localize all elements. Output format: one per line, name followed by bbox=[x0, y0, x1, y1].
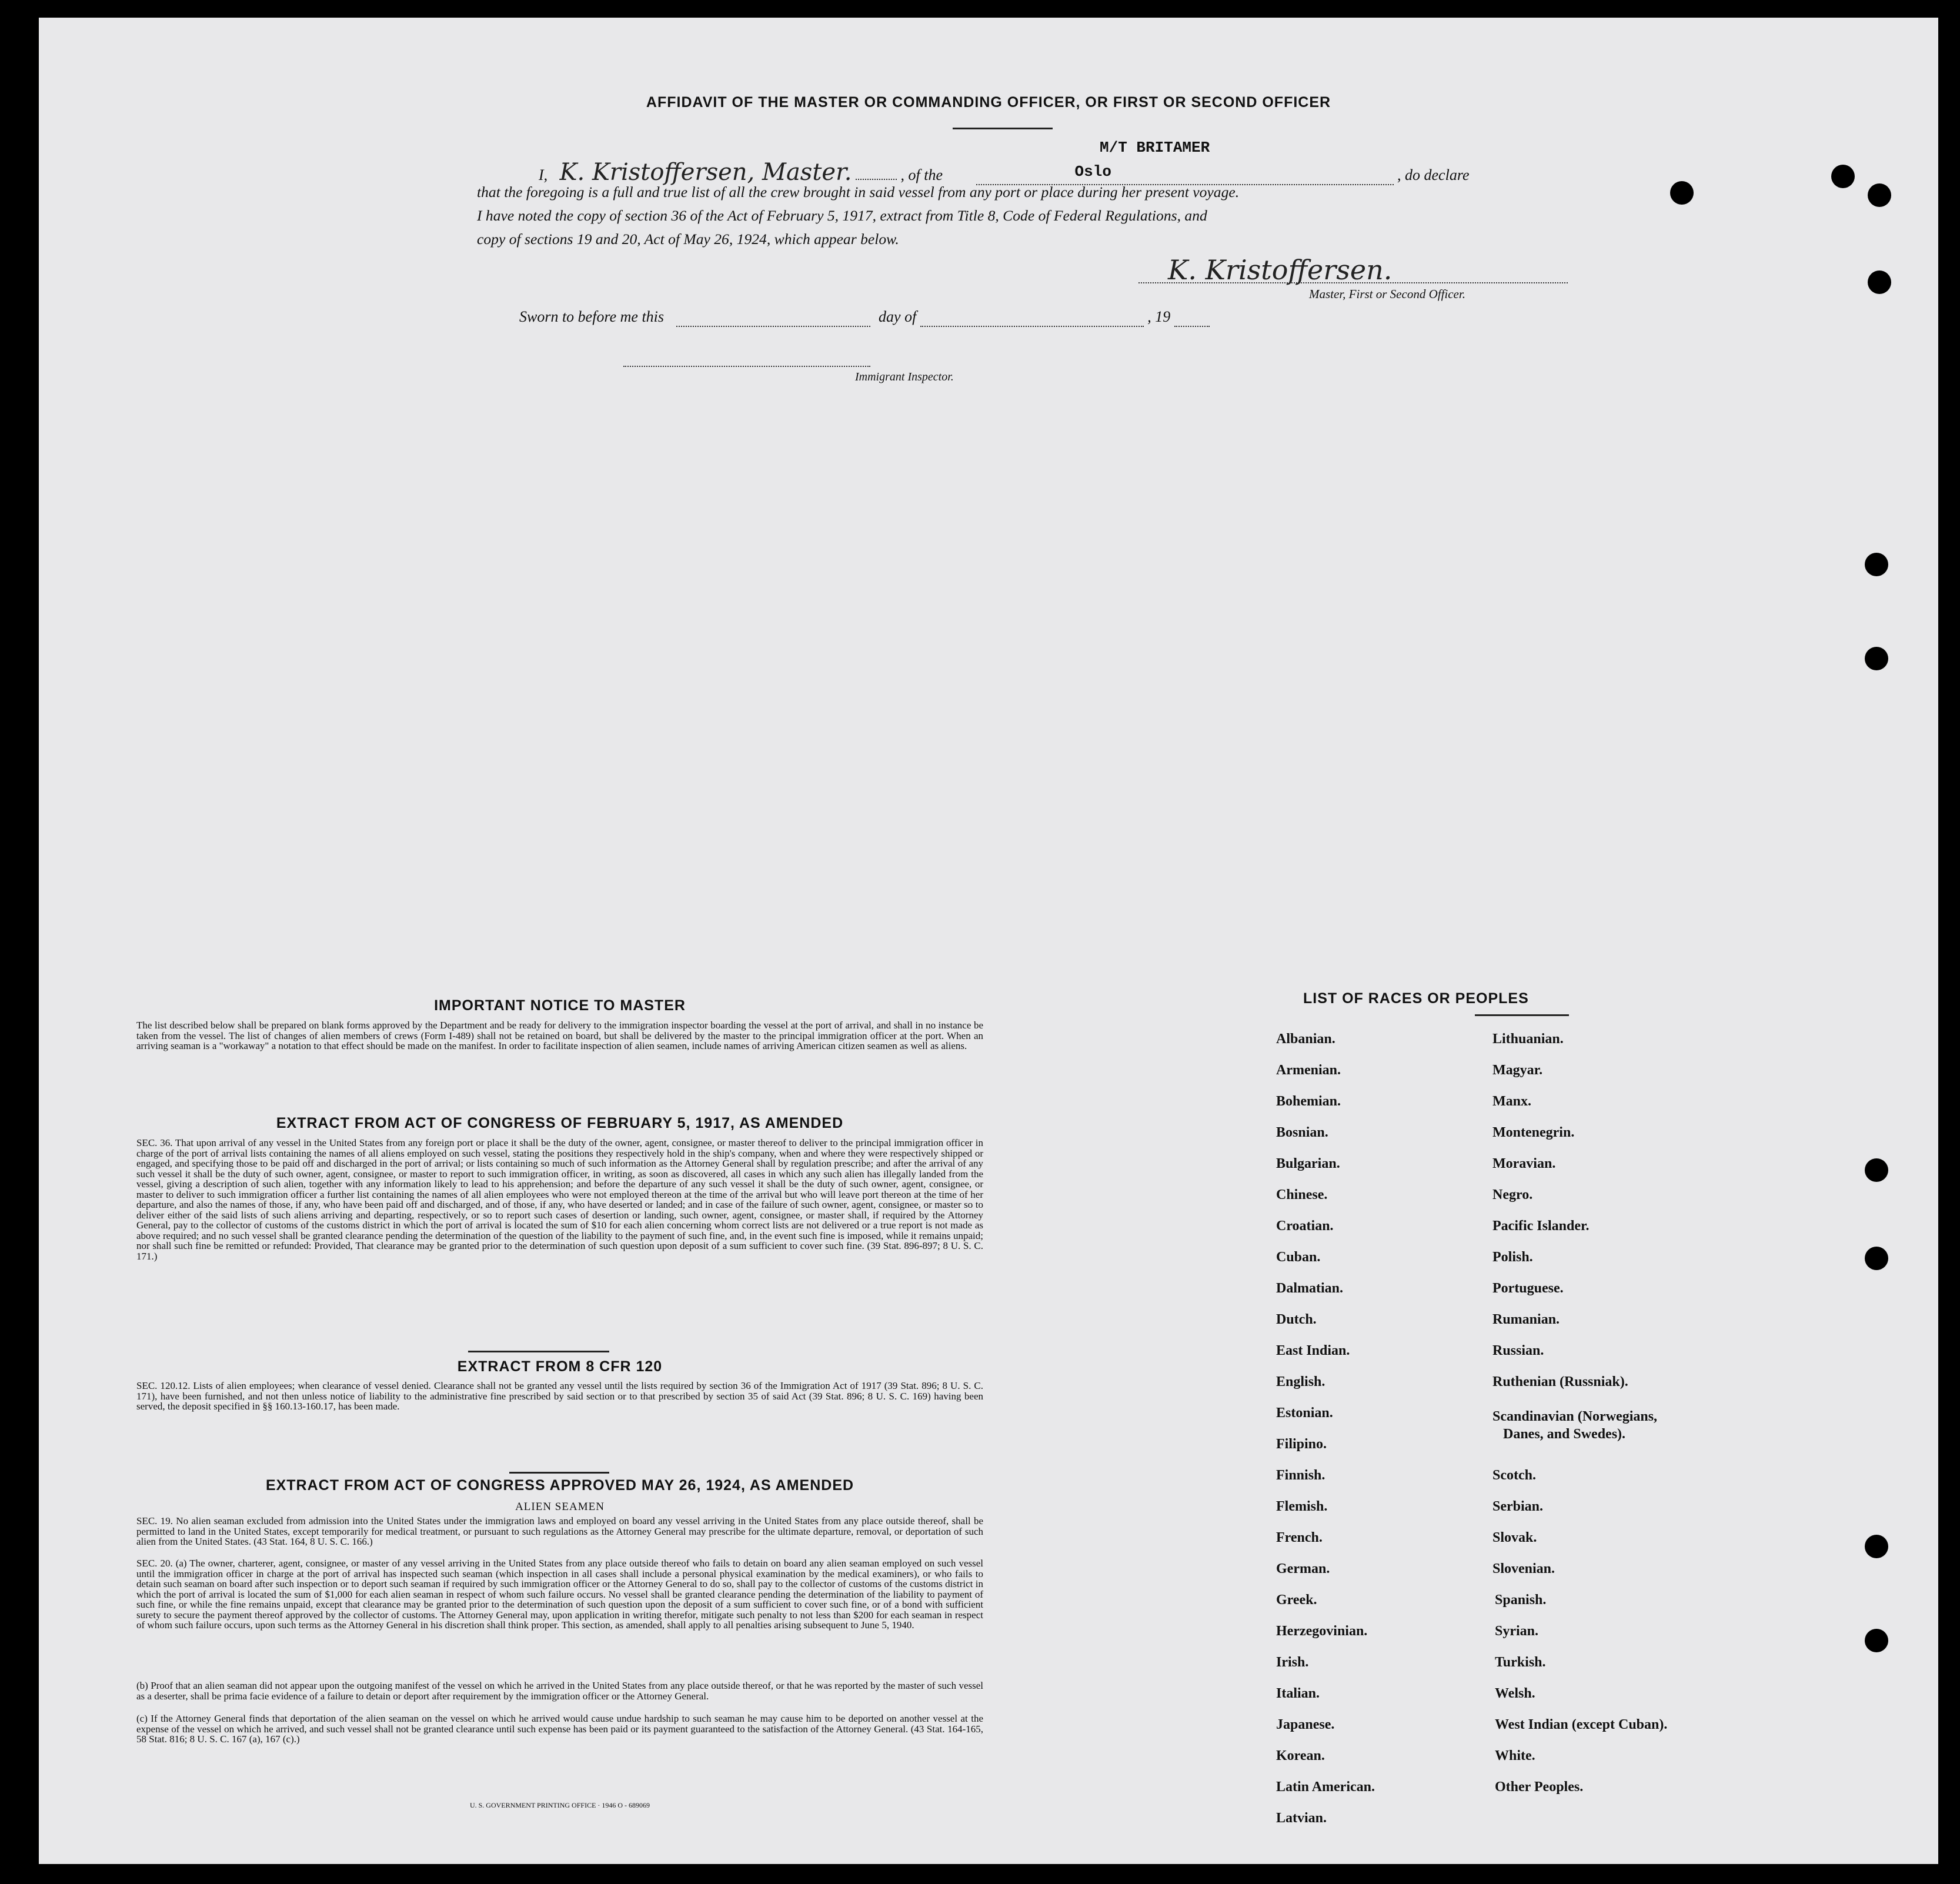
race-item: Irish. bbox=[1276, 1655, 1309, 1670]
race-item: Portuguese. bbox=[1492, 1281, 1564, 1296]
section-rule bbox=[468, 1351, 609, 1352]
race-item: German. bbox=[1276, 1561, 1330, 1576]
race-item: Rumanian. bbox=[1492, 1312, 1560, 1327]
race-item: Bosnian. bbox=[1276, 1125, 1328, 1140]
race-item: Greek. bbox=[1276, 1592, 1317, 1608]
race-item: Ruthenian (Russniak). bbox=[1492, 1374, 1628, 1389]
race-item: Flemish. bbox=[1276, 1499, 1328, 1514]
race-item: Montenegrin. bbox=[1492, 1125, 1575, 1140]
race-item: Herzegovinian. bbox=[1276, 1624, 1368, 1639]
extract-1917-text: SEC. 36. That upon arrival of any vessel in the United States from any foreign port or place it shall be the duty of the owner, agent, consignee, or master thereof to deliver to the principal immigration officer in charge of the port of arrival lists containing the names of all aliens employed on such vessel, stating the positions they respectively hold in the ship's company, when and where they were respectively shipped or engaged, and specifying those to be paid off and discharged in the port of arrival; or lists containing so much of such information as the Attorney General shall by regulation prescribe; and after the arrival of any such vessel it shall be the duty of such owner, agent, consignee, or master to report to such immigration officer, in writing, as soon as discovered, all cases in which any such alien has illegally landed from the vessel, giving a description of such alien, together with any information likely to lead to his apprehension; and before the departure of any such vessel it shall be the duty of such owner, agent, consignee, or master to deliver to such immigration officer a further list containing the names of all alien employees who were not employed thereon at the time of the arrival but who will leave port thereon at the time of her departure, and also the names of those, if any, who have been paid off and discharged, and of those, if any, who have deserted or landed; and in case of the failure of such owner, agent, consignee, or master so to deliver either of the said lists of such aliens arriving and departing, respectively, or so to report such cases of desertion or landing, such owner, agent, consignee, or master shall, if required by the Attorney General, pay to the collector of customs of the customs district in which the port of arrival is located the sum of $10 for each alien concerning whom correct lists are not delivered or a true report is not made as above required; and no such vessel shall be granted clearance pending the determination of the question of the liability to the payment of such fine, and, in the event such fine is imposed, while it remains unpaid; nor shall such fine be remitted or refunded: Provided, That clearance may be granted prior to the determination of such question upon deposit of a sum sufficient to cover such fine. (39 Stat. 896-897; 8 U. S. C. 171.) bbox=[136, 1137, 983, 1262]
declarant-name: K. Kristoffersen, Master. bbox=[559, 159, 852, 186]
inspector-caption: Immigrant Inspector. bbox=[855, 370, 954, 383]
race-item: Other Peoples. bbox=[1495, 1779, 1584, 1795]
race-item: Polish. bbox=[1492, 1250, 1533, 1265]
sec-20b-text: (b) Proof that an alien seaman did not appear upon the outgoing manifest of the vessel on which he arrived in the United States from any place outside thereof, or that he was reported by the master of such vessel as a deserter, shall be prima facie evidence of a failure to detain or deport after requirement by the immigration officer or the Attorney General. bbox=[136, 1680, 983, 1702]
race-item: Dutch. bbox=[1276, 1312, 1317, 1327]
declarant-dotline bbox=[856, 179, 897, 180]
race-item: Filipino. bbox=[1276, 1437, 1327, 1452]
declarant-prefix: I, bbox=[539, 166, 548, 183]
punch-hole bbox=[1831, 165, 1855, 188]
races-title-rule bbox=[1475, 1014, 1569, 1016]
race-item: Magyar. bbox=[1492, 1063, 1543, 1078]
master-signature: K. Kristoffersen. bbox=[1168, 254, 1393, 286]
race-item: Finnish. bbox=[1276, 1468, 1325, 1483]
race-item: Syrian. bbox=[1495, 1624, 1539, 1639]
do-declare-text: , do declare bbox=[1397, 166, 1470, 183]
race-item: Korean. bbox=[1276, 1748, 1325, 1763]
punch-hole bbox=[1865, 1158, 1888, 1182]
printer-imprint: U. S. GOVERNMENT PRINTING OFFICE · 1946 O - 689069 bbox=[469, 1801, 650, 1809]
race-item: Armenian. bbox=[1276, 1063, 1341, 1078]
race-item: Italian. bbox=[1276, 1686, 1320, 1701]
port-value: Oslo bbox=[1074, 163, 1111, 181]
of-the-text: , of the bbox=[900, 166, 943, 183]
race-item: West Indian (except Cuban). bbox=[1495, 1717, 1668, 1732]
race-item: Cuban. bbox=[1276, 1250, 1321, 1265]
punch-hole bbox=[1868, 270, 1891, 294]
declaration-line-1 bbox=[503, 159, 1568, 186]
race-item: Scotch. bbox=[1492, 1468, 1536, 1483]
punch-hole bbox=[1670, 181, 1694, 205]
affidavit-title: AFFIDAVIT OF THE MASTER OR COMMANDING OFFICER, OR FIRST OR SECOND OFFICER bbox=[646, 94, 1331, 111]
race-item: Lithuanian. bbox=[1492, 1031, 1564, 1047]
race-item: Dalmatian. bbox=[1276, 1281, 1343, 1296]
title-rule bbox=[953, 128, 1053, 129]
race-item: Croatian. bbox=[1276, 1218, 1334, 1234]
races-title: LIST OF RACES OR PEOPLES bbox=[1303, 990, 1529, 1007]
race-item: Welsh. bbox=[1495, 1686, 1535, 1701]
extract-cfr-title: EXTRACT FROM 8 CFR 120 bbox=[457, 1358, 663, 1375]
race-item: Russian. bbox=[1492, 1343, 1544, 1358]
race-item: Manx. bbox=[1492, 1094, 1531, 1109]
notice-title: IMPORTANT NOTICE TO MASTER bbox=[434, 997, 686, 1014]
race-item: Spanish. bbox=[1495, 1592, 1547, 1608]
declaration-line-4: copy of sections 19 and 20, Act of May 26, 1924, which appear below. bbox=[477, 231, 899, 248]
signature-caption: Master, First or Second Officer. bbox=[1309, 287, 1465, 301]
race-item: Scandinavian (Norwegians, bbox=[1492, 1409, 1658, 1424]
race-item: Estonian. bbox=[1276, 1405, 1333, 1421]
race-item: Danes, and Swedes). bbox=[1503, 1427, 1626, 1442]
declaration-line-2: that the foregoing is a full and true list of all the crew brought in said vessel from any port or place during her present voyage. bbox=[477, 183, 1240, 201]
race-item: Bohemian. bbox=[1276, 1094, 1341, 1109]
punch-hole bbox=[1865, 647, 1888, 670]
race-item: Bulgarian. bbox=[1276, 1156, 1340, 1171]
inspector-line bbox=[623, 366, 870, 367]
race-item: Latin American. bbox=[1276, 1779, 1375, 1795]
race-item: East Indian. bbox=[1276, 1343, 1350, 1358]
race-item: Turkish. bbox=[1495, 1655, 1546, 1670]
extract-cfr-text: SEC. 120.12. Lists of alien employees; when clearance of vessel denied. Clearance shall not be granted any vessel until the lists required by section 36 of the Immigration Act of 1917 (39 Stat. 896; 8 U. S. C. 171), have been furnished, and not then unless notice of liability to the administrative fine prescribed by said section or to that prescribed by section 35 of said Act (39 Stat. 896; 8 U. S. C. 169) having been served, the deposit specified in §§ 160.13-160.17, has been made. bbox=[136, 1380, 983, 1412]
sworn-text: Sworn to before me this bbox=[519, 308, 665, 325]
vessel-name: M/T BRITAMER bbox=[1100, 139, 1210, 156]
port-field bbox=[976, 163, 1394, 185]
year-prefix-text: , 19 bbox=[1147, 308, 1171, 325]
race-item: White. bbox=[1495, 1748, 1535, 1763]
punch-hole bbox=[1865, 1247, 1888, 1270]
race-item: Japanese. bbox=[1276, 1717, 1335, 1732]
race-item: Latvian. bbox=[1276, 1810, 1327, 1826]
form-sheet bbox=[39, 18, 1938, 1864]
sworn-day-field bbox=[676, 308, 870, 327]
extract-1924-title: EXTRACT FROM ACT OF CONGRESS APPROVED MAY 26, 1924, AS AMENDED bbox=[265, 1477, 854, 1494]
extract-1917-title: EXTRACT FROM ACT OF CONGRESS OF FEBRUARY 5, 1917, AS AMENDED bbox=[276, 1115, 844, 1131]
punch-hole bbox=[1868, 183, 1891, 207]
race-item: Slovenian. bbox=[1492, 1561, 1555, 1576]
race-item: Albanian. bbox=[1276, 1031, 1335, 1047]
sworn-year-field bbox=[1174, 308, 1210, 327]
extract-1924-subtitle: ALIEN SEAMEN bbox=[515, 1501, 605, 1513]
race-item: Negro. bbox=[1492, 1187, 1533, 1202]
punch-hole bbox=[1865, 1629, 1888, 1652]
race-item: English. bbox=[1276, 1374, 1325, 1389]
sec-20a-text: SEC. 20. (a) The owner, charterer, agent, consignee, or master of any vessel arriving in the United States from any place outside thereof who fails to detain on board any alien seaman employed on such vessel until the immigration officer in charge at the port of arrival has inspected such seaman (which inspection in all cases shall include a personal physical examination by the medical examiners), or who fails to detain such seaman on board after such inspection or to deport such seaman if required by such immigration officer or the Attorney General to do so, shall pay to the collector of customs of the customs district in which the port of arrival is located the sum of $1,000 for each alien seaman in respect of whom such failure occurs. No vessel shall be granted clearance pending the determination of the liability to payment of such fine, or while the fine remains unpaid, except that clearance may be granted prior to the determination of such question upon the deposit of a sum sufficient to cover such fine, or of a bond with sufficient surety to secure the payment thereof approved by the collector of customs. The Attorney General may, upon application in writing therefor, mitigate such penalty to not less than $200 for each seaman in respect of whom such failure occurs, upon such terms as the Attorney General in his discretion shall think proper. This section, as amended, shall apply to all penalties arising subsequent to June 5, 1940. bbox=[136, 1558, 983, 1631]
race-item: Serbian. bbox=[1492, 1499, 1544, 1514]
race-item: French. bbox=[1276, 1530, 1323, 1545]
punch-hole bbox=[1865, 1535, 1888, 1558]
race-item: Moravian. bbox=[1492, 1156, 1556, 1171]
section-rule bbox=[509, 1472, 609, 1474]
declaration-line-3: I have noted the copy of section 36 of the Act of February 5, 1917, extract from Title 8, Code of Federal Regulations, and bbox=[477, 207, 1207, 224]
day-of-text: day of bbox=[879, 308, 917, 325]
sworn-line bbox=[519, 308, 1210, 327]
race-item: Slovak. bbox=[1492, 1530, 1537, 1545]
sec-20c-text: (c) If the Attorney General finds that deportation of the alien seaman on the vessel on which he arrived would cause undue hardship to such seaman he may cause him to be deported on another vessel at the expense of the vessel on which he arrived, and such vessel shall not be granted clearance until such expense has been paid or its payment guaranteed to the satisfaction of the Attorney General. (43 Stat. 164-165, 58 Stat. 816; 8 U. S. C. 167 (a), 167 (c).) bbox=[136, 1713, 983, 1745]
sec-19-text: SEC. 19. No alien seaman excluded from admission into the United States under the immigration laws and employed on board any vessel arriving in the United States from any place outside thereof, shall be permitted to land in the United States, except temporarily for medical treatment, or pursuant to such regulations as the Attorney General may prescribe for the ultimate departure, removal, or deportation of such alien from the United States. (43 Stat. 164, 8 U. S. C. 166.) bbox=[136, 1515, 983, 1547]
punch-hole bbox=[1865, 553, 1888, 576]
race-item: Chinese. bbox=[1276, 1187, 1328, 1202]
notice-text: The list described below shall be prepared on blank forms approved by the Department and be ready for delivery to the immigration inspector boarding the vessel at the port of arrival, and shall in no instance be taken from the vessel. The list of changes of alien members of crews (Form I-489) shall not be retained on board, but shall be delivered by the master to the principal immigration officer at the port. When an arriving seaman is a "workaway" a notation to that effect should be made on the manifest. In order to facilitate inspection of alien seamen, include names of arriving American citizen seamen as well as aliens. bbox=[136, 1020, 983, 1051]
race-item: Pacific Islander. bbox=[1492, 1218, 1590, 1234]
sworn-month-field bbox=[920, 308, 1144, 327]
